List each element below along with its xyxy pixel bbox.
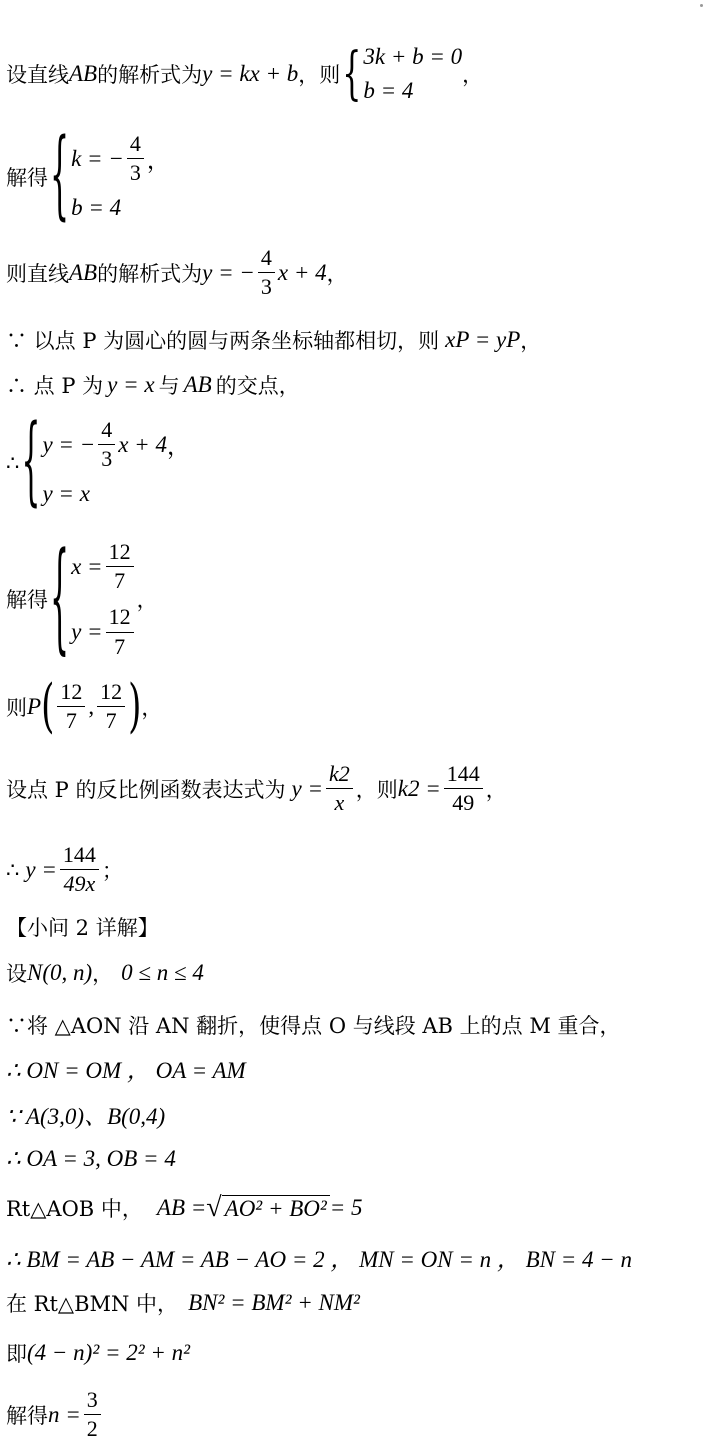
text: 的解析式为: [97, 261, 203, 286]
denominator: x: [334, 790, 345, 816]
numerator: 144: [60, 843, 99, 870]
system-row: y =: [71, 619, 103, 645]
text: 解得: [6, 588, 48, 613]
fraction: [60, 843, 99, 896]
math-eq: BN² = BM² + NM²: [188, 1290, 360, 1315]
line-system-p: [6, 406, 190, 519]
math-eq: ∵ A(3,0)、B(0,4): [6, 1104, 166, 1129]
text: ，: [326, 261, 348, 286]
text: 在 Rt△BMN 中，: [6, 1292, 179, 1316]
numerator: 12: [97, 680, 125, 707]
math-eq: k2 =: [397, 775, 441, 801]
text: 解得: [6, 165, 48, 190]
denominator: 3: [129, 160, 141, 186]
denominator: 7: [65, 708, 77, 734]
text: ，: [462, 63, 484, 87]
fraction: [106, 605, 134, 658]
text: 解得: [6, 1403, 48, 1428]
text: ，: [166, 434, 190, 460]
math-eq: (4 − n)² = 2² + n²: [27, 1340, 191, 1365]
text: Rt△AOB 中，: [6, 1197, 143, 1221]
comma: ,: [88, 693, 95, 719]
math-eq: N(0, n): [27, 960, 93, 985]
math-eq: ∴ OA = 3, OB = 4: [6, 1146, 176, 1171]
text: 设点 P 的反比例函数表达式为: [6, 777, 286, 802]
text: 的交点，: [215, 374, 300, 398]
denominator: 49x: [63, 871, 96, 897]
equation-system: { y = − $\frac{4}{3}$ x + 4 ， y = x: [21, 406, 190, 519]
numerator: k2: [328, 761, 350, 786]
math-p: P: [27, 693, 42, 719]
text: 设: [6, 962, 27, 986]
denominator: 2: [86, 1416, 98, 1442]
math-eq: n =: [48, 1401, 81, 1427]
numerator: 3: [84, 1388, 101, 1415]
numerator: 12: [57, 680, 85, 707]
line-point-p: 则 P ( $\frac{12}{7}$ , $\frac{12}{7}$ ) ，: [6, 672, 163, 741]
numerator: 144: [444, 762, 483, 789]
math-eq: y = −: [202, 259, 255, 285]
equation-system: { 3k + b = 0 b = 4: [342, 40, 463, 108]
system-row: y = x: [42, 481, 90, 507]
system-row: 3k + b = 0: [363, 44, 463, 69]
line-solve-kb: [6, 120, 170, 233]
fraction: [258, 246, 275, 299]
line-result-func: [6, 843, 123, 896]
fraction: [106, 540, 134, 593]
denominator: 3: [260, 274, 272, 300]
fraction: [326, 762, 353, 815]
text: ，: [92, 962, 114, 986]
fraction: [444, 762, 483, 815]
system-row: x =: [71, 553, 103, 579]
math-eq: y = x: [107, 372, 155, 397]
line-equation-n: [6, 1338, 190, 1368]
math-ab: AB: [183, 372, 212, 397]
text: 即: [6, 1342, 27, 1366]
section-title: 【小问 2 详解】: [6, 916, 159, 940]
system-row: y = −: [42, 431, 96, 457]
text: 的解析式为: [97, 63, 203, 87]
math-eq: = 5: [329, 1195, 363, 1220]
line-pythag-ab: [6, 1192, 363, 1224]
line-solve-n: [6, 1388, 104, 1441]
text: 设直线: [6, 63, 69, 87]
section-heading: [6, 912, 159, 942]
text: ∵ 以点 P 为圆心的圆与两条坐标轴都相切，则: [6, 329, 440, 353]
radicand: AO² + BO²: [224, 1196, 327, 1221]
math-eq: x + 4: [277, 259, 327, 285]
numerator: 12: [106, 540, 134, 567]
numerator: 12: [106, 605, 134, 632]
text: 与: [158, 374, 180, 398]
corner-mark: [700, 4, 703, 7]
denominator: 7: [105, 708, 117, 734]
math-eq: y =: [25, 856, 57, 882]
numerator: 4: [127, 132, 144, 159]
line-tangent: [6, 325, 541, 355]
line-ab-setup: [6, 40, 484, 108]
math-ab: AB: [69, 259, 98, 285]
line-solve-xy: [6, 529, 158, 670]
math-eq: xP = yP: [445, 327, 521, 352]
math-eq: 0 ≤ n ≤ 4: [121, 960, 204, 985]
math-eq: y =: [291, 775, 323, 801]
line-pythag-bmn: [6, 1288, 360, 1318]
text: ∴: [6, 857, 20, 882]
line-points-ab: [6, 1098, 165, 1131]
numerator: 4: [258, 246, 275, 273]
fraction: [127, 132, 144, 185]
system-row: b = 4: [71, 195, 122, 221]
line-set-n: [6, 958, 204, 988]
text: 则直线: [6, 261, 69, 286]
text: ，: [520, 329, 542, 353]
line-bm-mn-bn: [6, 1241, 632, 1274]
text: ，则: [298, 63, 341, 87]
text: ，: [146, 148, 170, 174]
system-row: b = 4: [363, 78, 414, 103]
text: ∴: [6, 450, 20, 475]
text: ∵将 △AON 沿 AN 翻折，使得点 O 与线段 AB 上的点 M 重合，: [6, 1014, 621, 1038]
math-eq: AB =: [156, 1195, 207, 1220]
denominator: 7: [114, 568, 126, 594]
math-ab: AB: [69, 61, 98, 86]
fraction: [57, 680, 85, 733]
numerator: 4: [98, 418, 115, 445]
text: ，则: [355, 777, 398, 802]
square-root: √ AO² + BO²: [206, 1192, 330, 1224]
denominator: 3: [101, 446, 113, 472]
text: ∴ 点 P 为: [6, 374, 104, 398]
equation-system: { x = $\frac{12}{7}$ y = $\frac{12}{7}$: [48, 540, 137, 659]
line-inverse-func: [6, 762, 507, 815]
line-equal-segments: [6, 1052, 246, 1085]
line-intersection: [6, 370, 300, 400]
text: ，: [485, 777, 507, 802]
system-row: k = −: [71, 145, 124, 171]
text: ，: [136, 588, 158, 613]
line-fold: [6, 1010, 621, 1040]
math-eq: ∴ ON = OM ， OA = AM: [6, 1058, 246, 1083]
denominator: 7: [114, 633, 126, 659]
text: 则: [6, 695, 27, 720]
text: ，: [141, 695, 163, 720]
fraction: [98, 418, 115, 471]
math-eq: ∴ BM = AB − AM = AB − AO = 2 ， MN = ON = n ， BN = 4 − n: [6, 1247, 633, 1272]
line-ab-result: [6, 246, 348, 299]
math-eq: y = kx + b: [202, 61, 299, 86]
fraction: [97, 680, 125, 733]
line-oa-ob: [6, 1146, 176, 1172]
denominator: 49: [452, 790, 475, 816]
system-row: x + 4: [118, 431, 167, 457]
fraction: [84, 1388, 101, 1441]
equation-system: { k = − $\frac{4}{3}$ ， b = 4: [50, 120, 170, 233]
text: ；: [101, 858, 123, 883]
